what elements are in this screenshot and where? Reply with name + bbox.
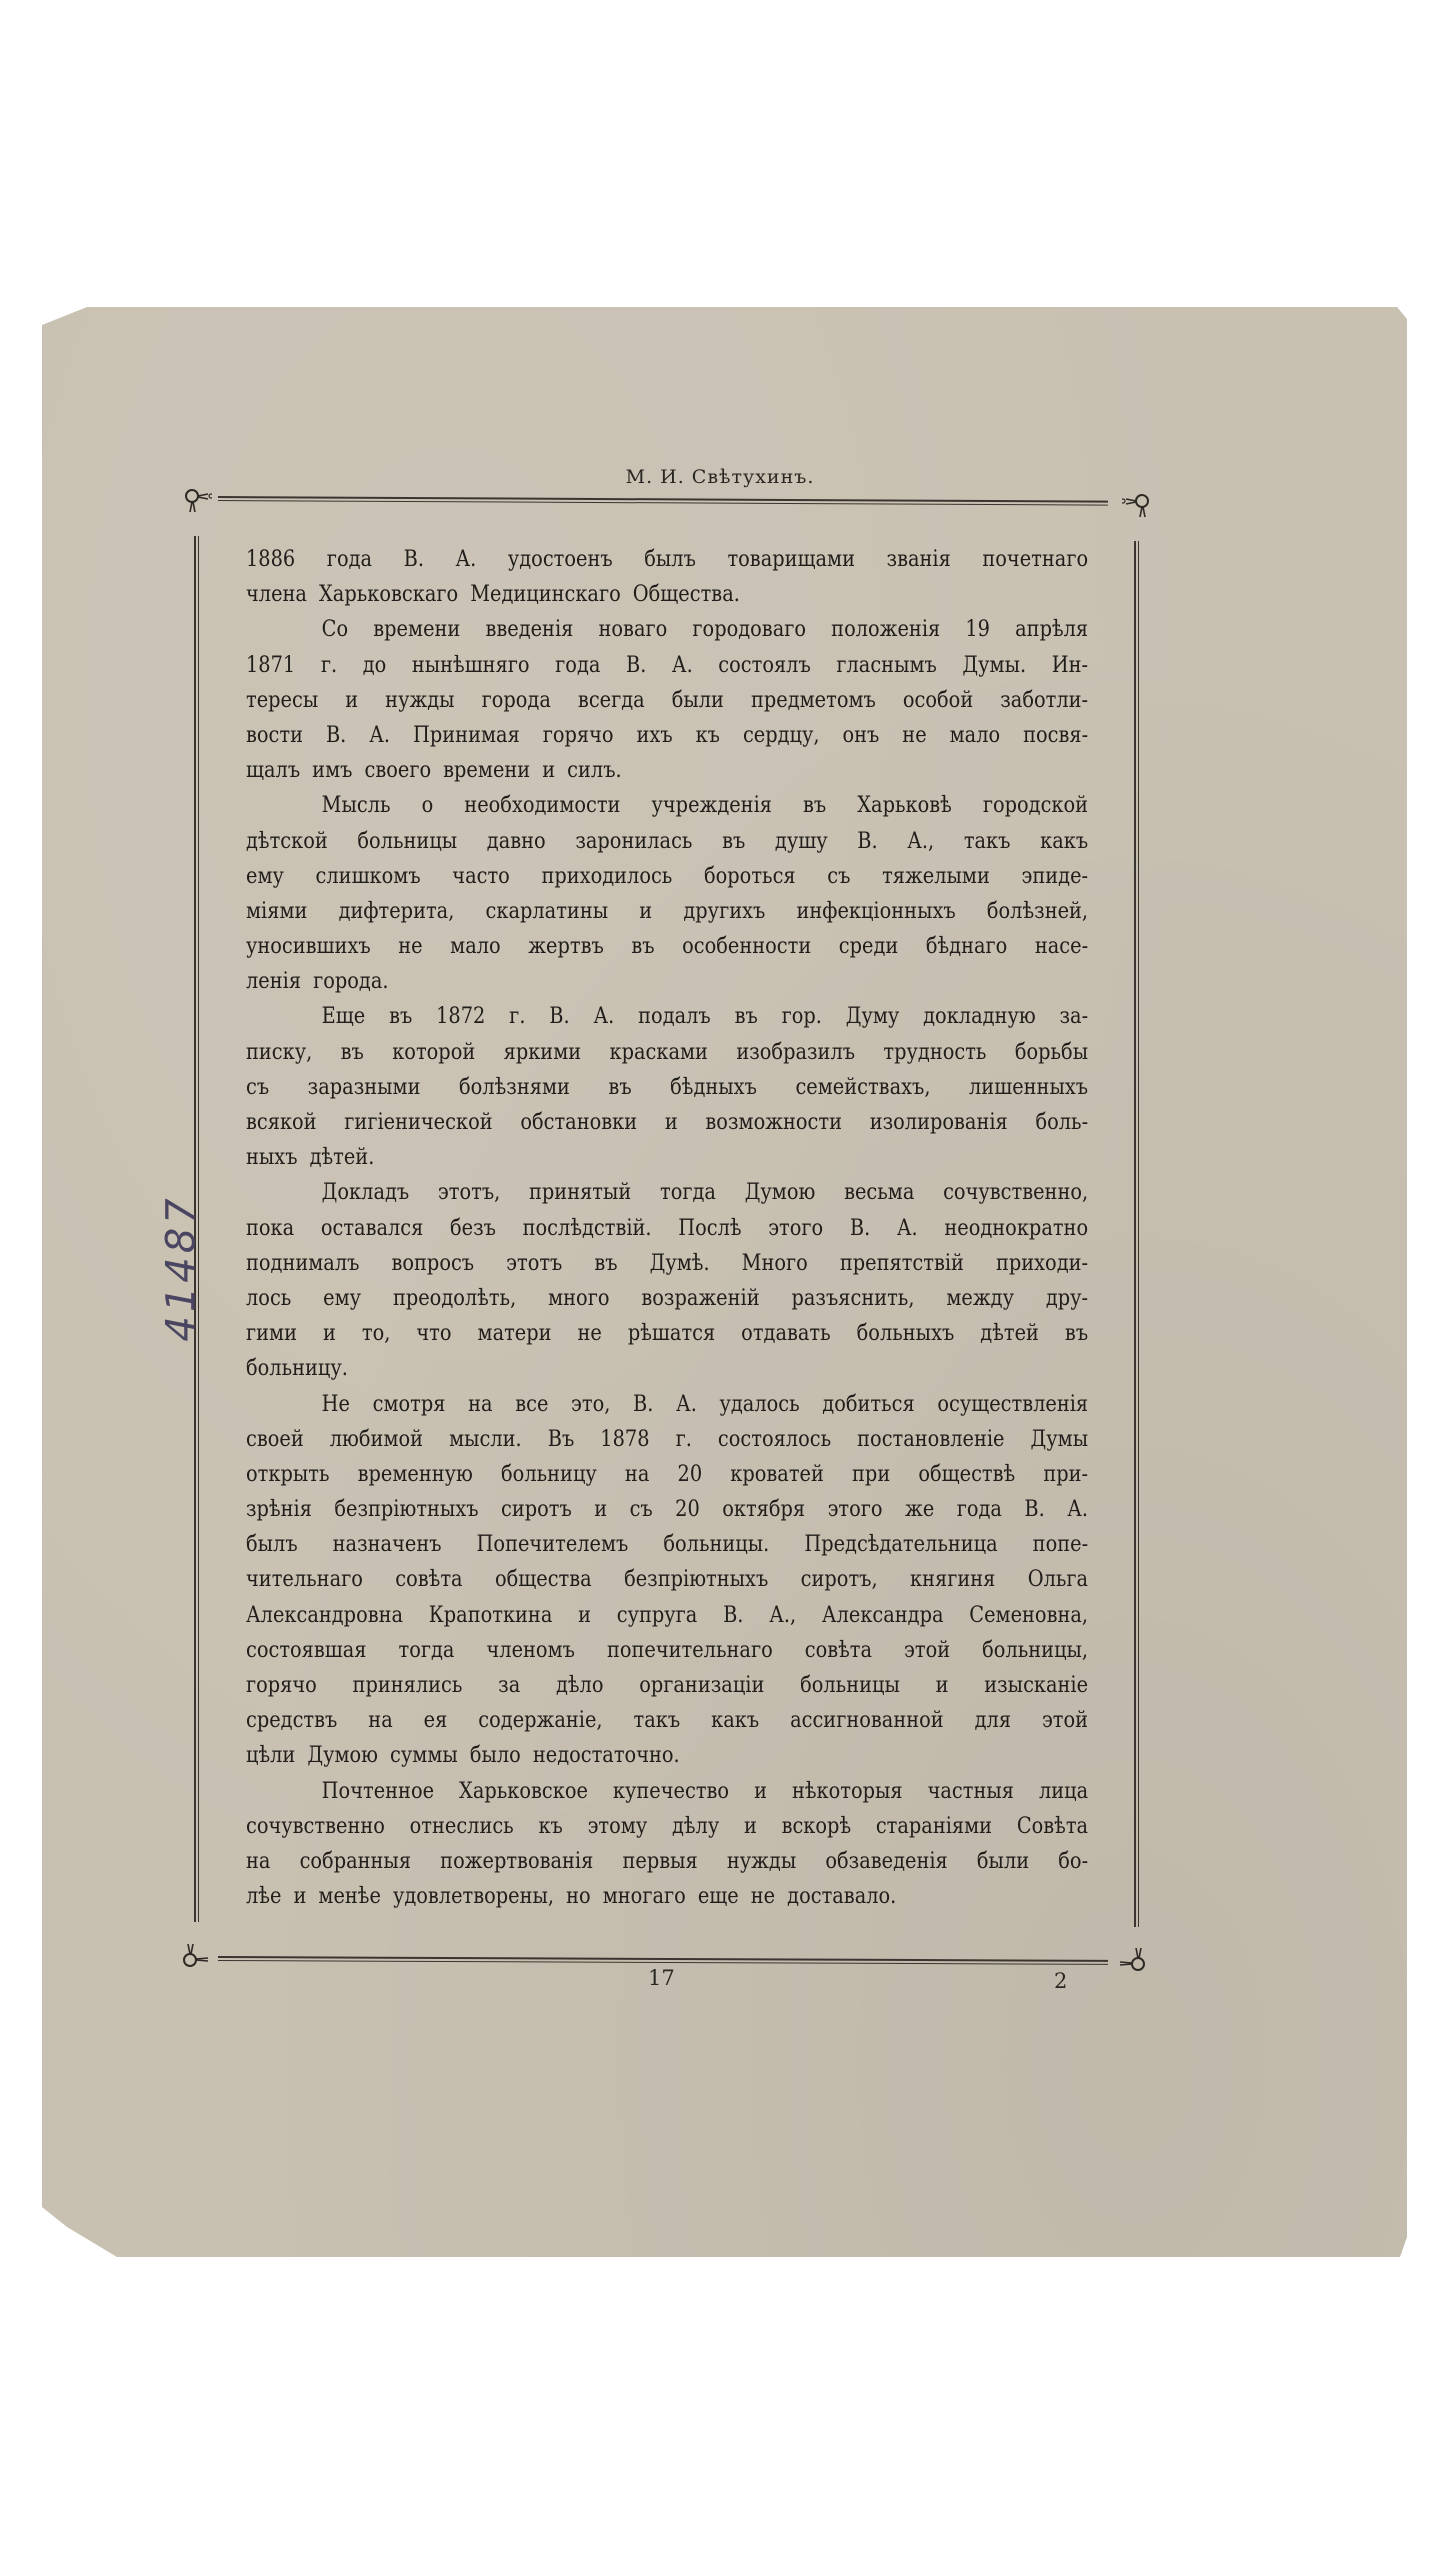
text-line: дѣтской больницы давно заронилась въ душу В. А., такъ какъ [246, 827, 1089, 854]
text-line: 1871 г. до нынѣшняго года В. А. состоялъ гласнымъ Думы. Ин- [246, 651, 1089, 678]
text-line: ленія города. [246, 968, 389, 995]
text-line: вости В. А. Принимая горячо ихъ къ сердцу, онъ не мало посвя- [246, 721, 1089, 748]
text-line: зрѣнія безпріютныхъ сиротъ и съ 20 октября этого же года В. А. [246, 1496, 1089, 1523]
text-line: ныхъ дѣтей. [246, 1144, 375, 1171]
paragraph [246, 542, 1088, 612]
text-line: съ заразными болѣзнями въ бѣдныхъ семействахъ, лишенныхъ [246, 1073, 1089, 1100]
text-line: міями дифтерита, скарлатины и другихъ инфекціонныхъ болѣзней, [246, 897, 1089, 924]
text-line: Не смотря на все это, В. А. удалось добиться осуществленія [321, 1390, 1089, 1417]
text-line: лѣе и менѣе удовлетворены, но многаго еще не доставало. [246, 1883, 897, 1910]
text-line: на собранныя пожертвованія первыя нужды обзаведенія были бо- [246, 1847, 1089, 1874]
text-line: щалъ имъ своего времени и силъ. [246, 757, 622, 784]
text-line: сочувственно отнеслись къ этому дѣлу и вскорѣ стараніями Совѣта [246, 1812, 1089, 1839]
frame-right-rule [1134, 541, 1139, 1927]
signature-mark: 2 [1054, 1969, 1068, 1993]
text-line: своей любимой мысли. Въ 1878 г. состоялось постановленіе Думы [246, 1425, 1089, 1452]
paragraph [246, 1774, 1088, 1915]
text-line: поднималъ вопросъ этотъ въ Думѣ. Много препятствій приходи- [246, 1249, 1089, 1276]
paragraph [246, 999, 1088, 1175]
text-line: былъ назначенъ Попечителемъ больницы. Предсѣдательница попе- [246, 1531, 1089, 1558]
text-line: лось ему преодолѣть, много возраженій разъяснить, между дру- [246, 1284, 1089, 1311]
text-line: тересы и нужды города всегда были предметомъ особой заботли- [246, 686, 1089, 713]
text-line: гими и то, что матери не рѣшатся отдавать больныхъ дѣтей въ [246, 1320, 1089, 1347]
running-header: М. И. Свѣтухинъ. [625, 466, 815, 488]
text-line: Александровна Крапоткина и супруга В. А., Александра Семеновна, [246, 1601, 1089, 1628]
text-line: чительнаго совѣта общества безпріютныхъ сиротъ, княгиня Ольга [246, 1566, 1089, 1593]
text-line: пока оставался безъ послѣдствій. Послѣ этого В. А. неоднократно [246, 1214, 1089, 1241]
corner-ornament-icon [178, 1942, 210, 1974]
body-text [246, 542, 1088, 1914]
text-line: уносившихъ не мало жертвъ въ особенности среди бѣднаго насе- [246, 933, 1089, 960]
page-number: 17 [648, 1966, 675, 1990]
text-line: горячо принялись за дѣло организаціи больницы и изысканіе [246, 1672, 1089, 1698]
paragraph [246, 788, 1088, 999]
corner-ornament-icon [1122, 487, 1154, 519]
text-line: члена Харьковскаго Медицинскаго Общества. [246, 581, 740, 608]
text-line: всякой гигіенической обстановки и возможности изолированія боль- [246, 1109, 1089, 1135]
text-line: 1886 года В. А. удостоенъ былъ товарищами званія почетнаго [246, 546, 1089, 572]
text-line: больницу. [246, 1355, 348, 1382]
paragraph [246, 1175, 1088, 1386]
paragraph [246, 612, 1088, 788]
corner-ornament-icon [180, 482, 212, 514]
text-line: Со времени введенія новаго городоваго положенія 19 апрѣля [321, 616, 1089, 643]
text-line: Почтенное Харьковское купечество и нѣкоторыя частныя лица [321, 1777, 1089, 1804]
text-line: средствъ на ея содержаніе, такъ какъ ассигнованной для этой [246, 1707, 1089, 1734]
text-line: открыть временную больницу на 20 кроватей при обществѣ при- [246, 1460, 1089, 1487]
text-line: Еще въ 1872 г. В. А. подалъ въ гор. Думу докладную за- [321, 1003, 1089, 1030]
text-line: Мысль о необходимости учрежденія въ Харьковѣ городской [321, 792, 1089, 819]
text-line: состоявшая тогда членомъ попечительнаго совѣта этой больницы, [246, 1636, 1089, 1663]
text-line: ему слишкомъ часто приходилось бороться съ тяжелыми эпиде- [246, 862, 1089, 889]
handwritten-inventory-number: 41487 [158, 1194, 205, 1342]
corner-ornament-icon [1118, 1946, 1150, 1978]
text-line: цѣли Думою суммы было недостаточно. [246, 1742, 680, 1769]
text-line: Докладъ этотъ, принятый тогда Думою весьма сочувственно, [321, 1179, 1089, 1206]
text-line: писку, въ которой яркими красками изобразилъ трудность борьбы [246, 1038, 1089, 1065]
paragraph [246, 1387, 1088, 1774]
